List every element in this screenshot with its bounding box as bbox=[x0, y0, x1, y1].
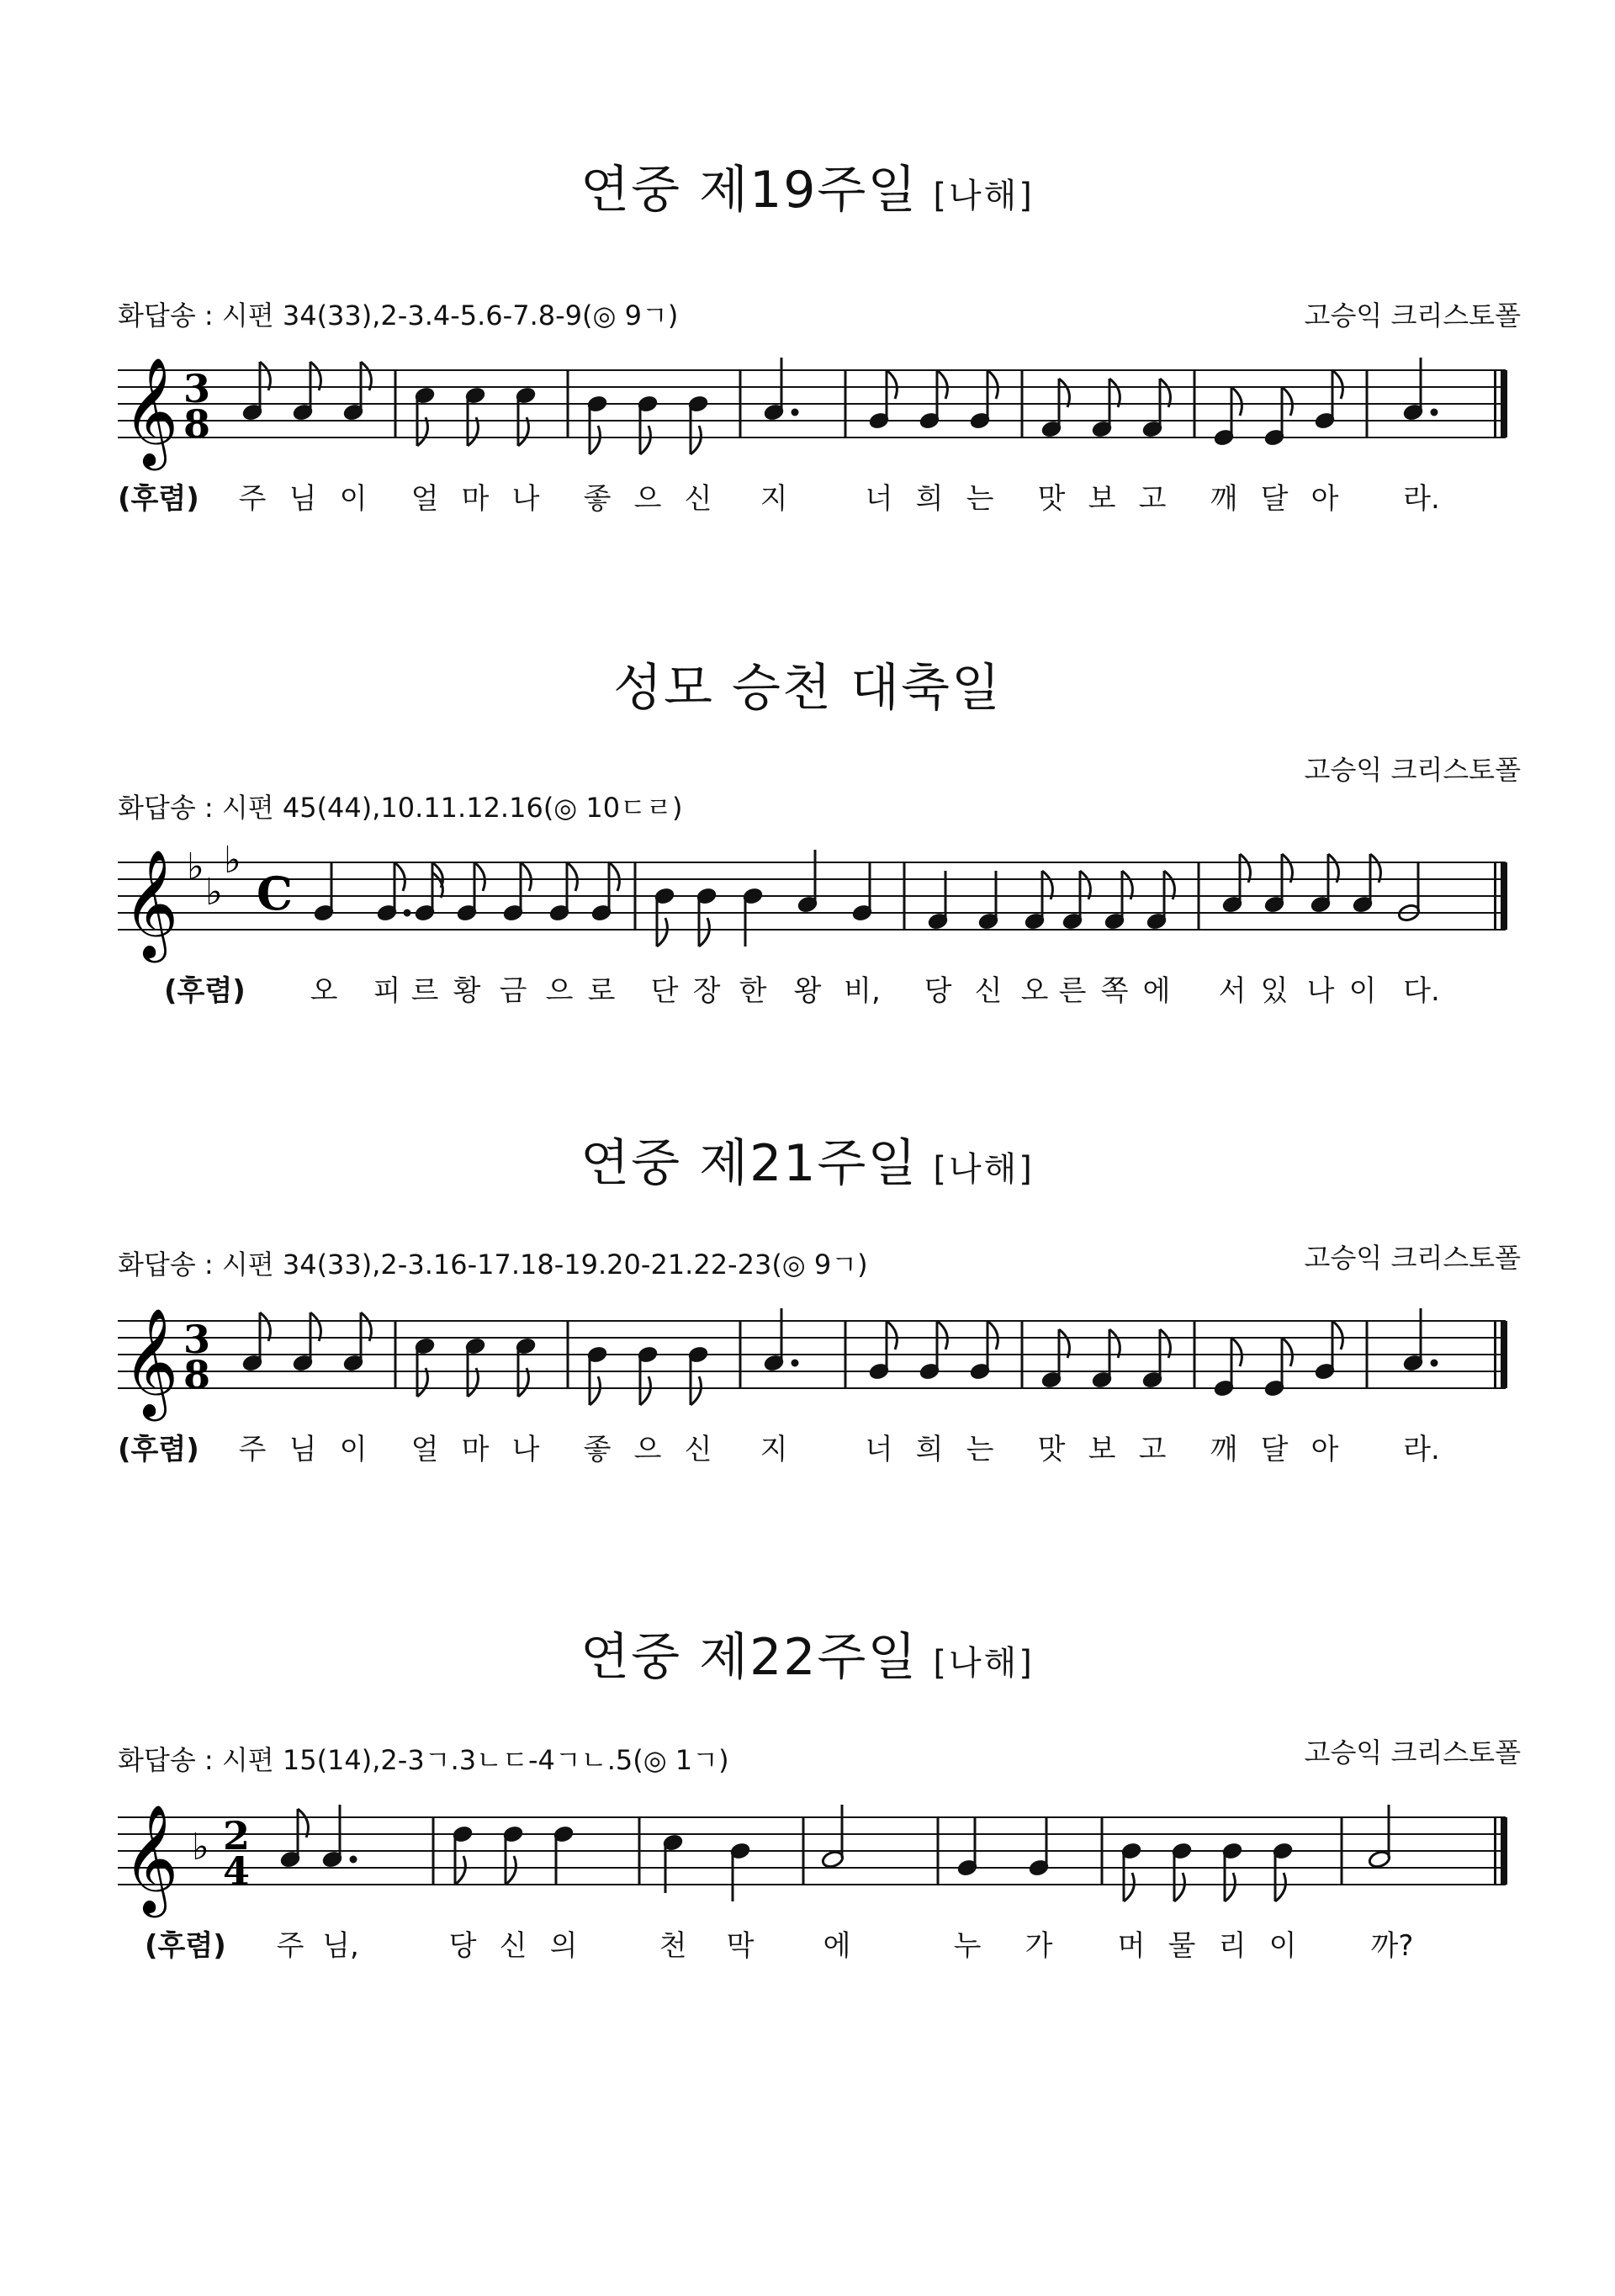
svg-text:8: 8 bbox=[183, 1352, 211, 1397]
lyrics-line bbox=[0, 968, 1615, 1008]
lyric-syllable: 에 bbox=[1142, 974, 1171, 1008]
key-signature-flat: ♭ bbox=[192, 1826, 209, 1869]
lyric-syllable: 고 bbox=[1138, 482, 1167, 516]
lyric-syllable: 라. bbox=[1403, 482, 1440, 516]
lyric-syllable: 당 bbox=[448, 1929, 477, 1963]
lyric-syllable: 마 bbox=[461, 482, 490, 516]
lyric-syllable: 당 bbox=[924, 974, 952, 1008]
lyric-syllable: 비, bbox=[844, 974, 881, 1008]
lyric-syllable: 머 bbox=[1117, 1929, 1146, 1963]
lyric-syllable: 얼 bbox=[410, 1433, 439, 1466]
lyric-syllable: 왕 bbox=[793, 974, 822, 1008]
svg-text:4: 4 bbox=[223, 1848, 251, 1894]
lyric-syllable: 지 bbox=[760, 482, 788, 516]
notes bbox=[314, 850, 1421, 947]
lyric-syllable: 황 bbox=[453, 974, 481, 1008]
composer-name: 고승익 크리스토폴 bbox=[1304, 300, 1521, 331]
treble-clef-icon: 𝄞 bbox=[123, 1307, 179, 1417]
lyric-syllable: 나 bbox=[511, 482, 540, 516]
final-barline bbox=[1494, 1321, 1507, 1388]
lyric-syllable: 아 bbox=[1311, 1433, 1339, 1466]
lyric-syllable: 님 bbox=[289, 482, 317, 516]
common-time-symbol: C bbox=[257, 867, 293, 920]
lyric-syllable: 신 bbox=[974, 974, 1003, 1008]
lyrics-line bbox=[0, 1922, 1615, 1963]
lyric-syllable: 신 bbox=[684, 1433, 712, 1466]
lyric-syllable: 신 bbox=[499, 1929, 527, 1963]
lyric-syllable: 주 bbox=[238, 1433, 267, 1466]
lyric-syllable: 신 bbox=[684, 482, 712, 516]
svg-text:♭: ♭ bbox=[224, 839, 241, 882]
svg-text:3: 3 bbox=[183, 1317, 211, 1362]
refrain-label: (후렴) bbox=[164, 974, 246, 1008]
title-text: 성모 승천 대축일 bbox=[613, 659, 1002, 718]
title-text: 연중 제22주일 bbox=[580, 1628, 919, 1687]
lyric-syllable: 이 bbox=[1348, 974, 1377, 1008]
staff-lines bbox=[118, 370, 1506, 437]
lyric-syllable: 른 bbox=[1058, 974, 1087, 1008]
lyric-syllable: 고 bbox=[1138, 1433, 1167, 1466]
lyric-syllable: 까? bbox=[1370, 1929, 1414, 1963]
lyric-syllable: 오 bbox=[310, 974, 338, 1008]
lyric-syllable: 지 bbox=[760, 1433, 788, 1466]
psalm-reference: 화답송 : 시편 34(33),2-3.16-17.18-19.20-21.22-23(◎ 9ㄱ) bbox=[118, 1249, 868, 1281]
lyric-syllable: 으 bbox=[633, 482, 662, 516]
section-title bbox=[0, 648, 1615, 720]
lyrics-line bbox=[0, 1426, 1615, 1466]
lyric-syllable: 이 bbox=[339, 482, 368, 516]
lyric-syllable: 는 bbox=[966, 1433, 994, 1466]
svg-text:♭: ♭ bbox=[205, 871, 223, 914]
lyric-syllable: 나 bbox=[1306, 974, 1335, 1008]
key-signature-flats bbox=[187, 839, 241, 914]
notes bbox=[242, 358, 1437, 454]
lyric-syllable: 천 bbox=[659, 1929, 687, 1963]
lyric-syllable: 주 bbox=[238, 482, 267, 516]
staff-lines bbox=[118, 1817, 1506, 1885]
final-barline bbox=[1494, 370, 1507, 437]
lyric-syllable: 막 bbox=[726, 1929, 755, 1963]
title-text: 연중 제19주일 bbox=[580, 161, 919, 220]
staff-lines bbox=[118, 1321, 1506, 1388]
title-subtitle: [나해] bbox=[933, 1644, 1035, 1683]
lyric-syllable: 피 bbox=[373, 974, 401, 1008]
lyric-syllable: 의 bbox=[549, 1929, 578, 1963]
lyric-syllable: 님 bbox=[289, 1433, 317, 1466]
section-title bbox=[0, 150, 1615, 222]
music-staff bbox=[0, 829, 1615, 972]
lyric-syllable: 님, bbox=[322, 1929, 359, 1963]
lyric-syllable: 얼 bbox=[410, 482, 439, 516]
lyric-syllable: 로 bbox=[587, 974, 616, 1008]
lyric-syllable: 좋 bbox=[583, 482, 612, 516]
refrain-label: (후렴) bbox=[118, 482, 199, 516]
refrain-label: (후렴) bbox=[145, 1929, 226, 1963]
lyric-syllable: 물 bbox=[1168, 1929, 1196, 1963]
lyric-syllable: 다. bbox=[1403, 974, 1440, 1008]
lyric-syllable: 금 bbox=[499, 974, 527, 1008]
svg-text:2: 2 bbox=[223, 1813, 251, 1859]
refrain-label: (후렴) bbox=[118, 1433, 199, 1466]
composer-name: 고승익 크리스토폴 bbox=[1304, 1242, 1521, 1274]
psalm-reference: 화답송 : 시편 34(33),2-3.4-5.6-7.8-9(◎ 9ㄱ) bbox=[118, 300, 679, 331]
lyric-syllable: 장 bbox=[692, 974, 721, 1008]
notes bbox=[280, 1805, 1391, 1901]
title-subtitle: [나해] bbox=[933, 177, 1035, 215]
lyric-syllable: 단 bbox=[650, 974, 679, 1008]
time-signature bbox=[223, 1813, 250, 1894]
lyric-syllable: 누 bbox=[953, 1929, 982, 1963]
lyric-syllable: 나 bbox=[511, 1433, 540, 1466]
lyric-syllable: 으 bbox=[545, 974, 574, 1008]
lyric-syllable: 서 bbox=[1218, 974, 1247, 1008]
psalm-reference: 화답송 : 시편 45(44),10.11.12.16(◎ 10ㄷㄹ) bbox=[118, 792, 683, 824]
lyric-syllable: 보 bbox=[1088, 1433, 1116, 1466]
lyric-syllable: 이 bbox=[1268, 1929, 1297, 1963]
psalm-reference: 화답송 : 시편 15(14),2-3ㄱ.3ㄴㄷ-4ㄱㄴ.5(◎ 1ㄱ) bbox=[118, 1744, 729, 1776]
notes bbox=[242, 1308, 1437, 1405]
composer-name: 고승익 크리스토폴 bbox=[1304, 1737, 1521, 1768]
section-title bbox=[0, 1123, 1615, 1196]
lyric-syllable: 좋 bbox=[583, 1433, 612, 1466]
lyric-syllable: 희 bbox=[915, 482, 944, 516]
lyric-syllable: 달 bbox=[1260, 1433, 1289, 1466]
lyric-syllable: 오 bbox=[1020, 974, 1049, 1008]
lyric-syllable: 마 bbox=[461, 1433, 490, 1466]
lyric-syllable: 아 bbox=[1311, 482, 1339, 516]
final-barline bbox=[1494, 862, 1507, 930]
music-staff bbox=[0, 1784, 1615, 1927]
lyric-syllable: 맛 bbox=[1037, 1433, 1066, 1466]
lyric-syllable: 으 bbox=[633, 1433, 662, 1466]
lyric-syllable: 깨 bbox=[1210, 1433, 1238, 1466]
final-barline bbox=[1494, 1817, 1507, 1885]
music-staff bbox=[0, 337, 1615, 480]
composer-name: 고승익 크리스토폴 bbox=[1304, 754, 1521, 786]
lyrics-line bbox=[0, 475, 1615, 516]
time-signature bbox=[183, 1317, 210, 1397]
lyric-syllable: 깨 bbox=[1210, 482, 1238, 516]
lyric-syllable: 있 bbox=[1260, 974, 1289, 1008]
svg-text:♭: ♭ bbox=[187, 846, 204, 888]
lyric-syllable: 달 bbox=[1260, 482, 1289, 516]
lyric-syllable: 희 bbox=[915, 1433, 944, 1466]
lyric-syllable: 가 bbox=[1025, 1929, 1053, 1963]
time-signature bbox=[183, 366, 210, 447]
lyric-syllable: 너 bbox=[865, 1433, 893, 1466]
lyric-syllable: 주 bbox=[276, 1929, 304, 1963]
section-title bbox=[0, 1617, 1615, 1689]
treble-clef-icon: 𝄞 bbox=[123, 1804, 179, 1913]
music-staff bbox=[0, 1287, 1615, 1430]
lyric-syllable: 쪽 bbox=[1100, 974, 1129, 1008]
lyric-syllable: 보 bbox=[1088, 482, 1116, 516]
svg-text:8: 8 bbox=[183, 401, 211, 447]
treble-clef-icon: 𝄞 bbox=[123, 849, 179, 958]
treble-clef-icon: 𝄞 bbox=[123, 357, 179, 466]
lyric-syllable: 라. bbox=[1403, 1433, 1440, 1466]
svg-text:3: 3 bbox=[183, 366, 211, 411]
lyric-syllable: 맛 bbox=[1037, 482, 1066, 516]
lyric-syllable: 리 bbox=[1218, 1929, 1247, 1963]
lyric-syllable: 한 bbox=[739, 974, 767, 1008]
lyric-syllable: 이 bbox=[339, 1433, 368, 1466]
title-subtitle: [나해] bbox=[933, 1150, 1035, 1189]
lyric-syllable: 는 bbox=[966, 482, 994, 516]
lyric-syllable: 에 bbox=[823, 1929, 851, 1963]
lyric-syllable: 르 bbox=[410, 974, 439, 1008]
lyric-syllable: 너 bbox=[865, 482, 893, 516]
title-text: 연중 제21주일 bbox=[580, 1134, 919, 1193]
